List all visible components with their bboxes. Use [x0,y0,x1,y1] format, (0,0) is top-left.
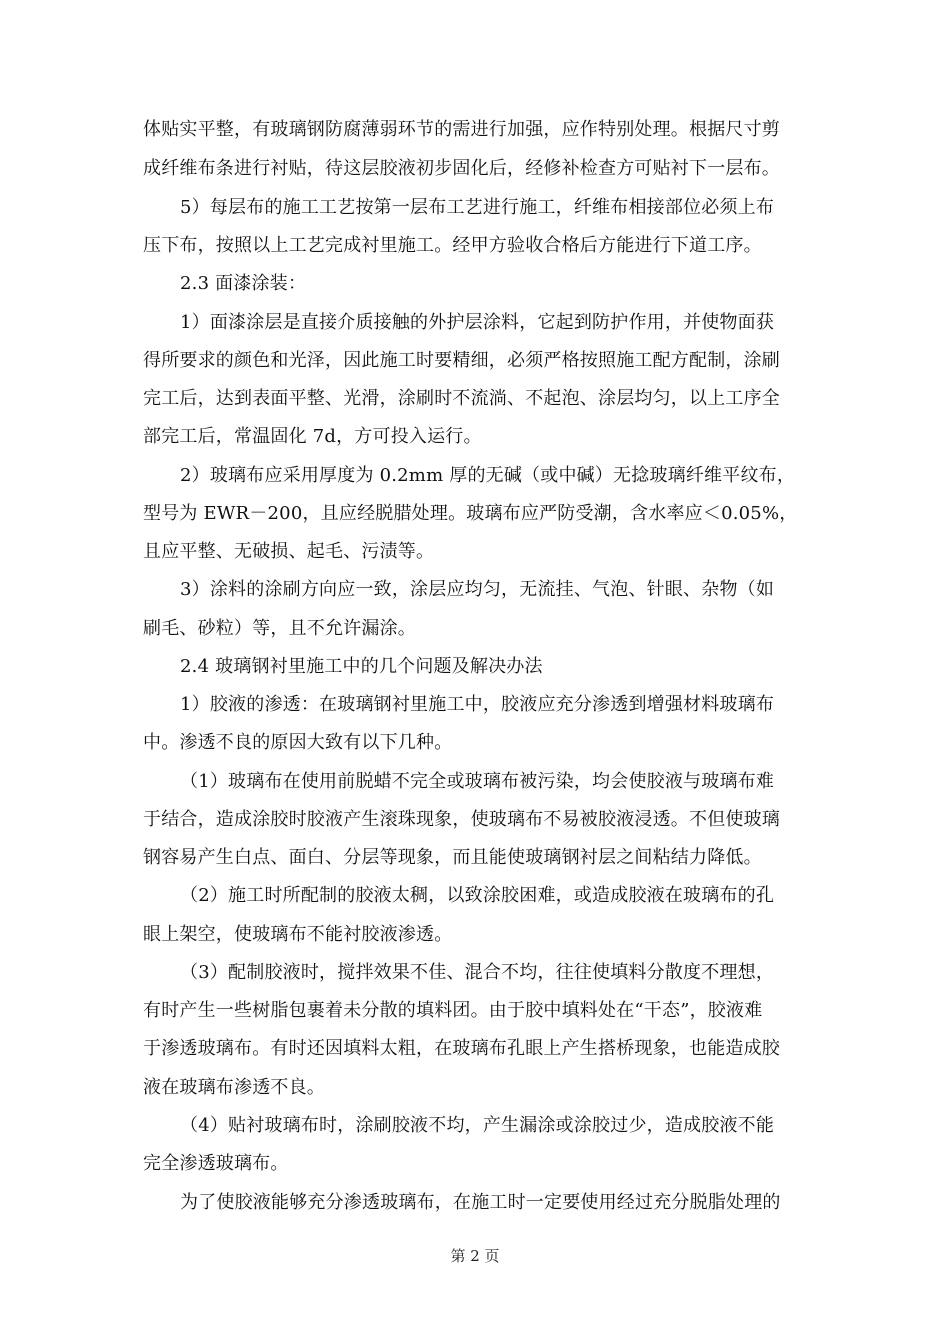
text-line: 体贴实平整，有玻璃钢防腐薄弱环节的需进行加强，应作特别处理。根据尺寸剪 [143,119,780,140]
text-line: 型号为 EWR－200，且应经脱腊处理。玻璃布应严防受潮，含水率应＜0.05%， [143,503,798,524]
text-line: 刷毛、砂粒）等，且不允许漏涂。 [143,618,416,639]
text-line: 钢容易产生白点、面白、分层等现象，而且能使玻璃钢衬层之间粘结力降低。 [143,847,762,868]
text-line: 于结合，造成涂胶时胶液产生滚珠现象，使玻璃布不易被胶液浸透。不但使玻璃 [143,809,780,830]
text-line: 1）面漆涂层是直接介质接触的外护层涂料，它起到防护作用，并使物面获 [180,312,775,333]
text-line: （2）施工时所配制的胶液太稠，以致涂胶困难，或造成胶液在玻璃布的孔 [180,885,775,906]
text-line: （4）贴衬玻璃布时，涂刷胶液不均，产生漏涂或涂胶过少，造成胶液不能 [180,1115,775,1136]
section-heading: 2.4 玻璃钢衬里施工中的几个问题及解决办法 [180,656,543,677]
text-line: 为了使胶液能够充分渗透玻璃布，在施工时一定要使用经过充分脱脂处理的 [180,1192,781,1213]
text-line: 完全渗透玻璃布。 [143,1153,289,1174]
text-line: 且应平整、无破损、起毛、污渍等。 [143,541,435,562]
text-line: 于渗透玻璃布。有时还因填料太粗，在玻璃布孔眼上产生搭桥现象，也能造成胶 [143,1038,780,1059]
text-line: 有时产生一些树脂包裹着未分散的填料团。由于胶中填料处在“干态”，胶液难 [143,1000,763,1021]
text-line: 液在玻璃布渗透不良。 [143,1077,325,1098]
text-line: 5）每层布的施工工艺按第一层布工艺进行施工，纤维布相接部位必须上布 [180,197,775,218]
text-line: 中。渗透不良的原因大致有以下几种。 [143,732,453,753]
text-line: 1）胶液的渗透：在玻璃钢衬里施工中，胶液应充分渗透到增强材料玻璃布 [180,694,775,715]
text-line: 压下布，按照以上工艺完成衬里施工。经甲方验收合格后方能进行下道工序。 [143,235,762,256]
text-line: 2）玻璃布应采用厚度为 0.2mm 厚的无碱（或中碱）无捻玻璃纤维平纹布， [180,465,796,486]
text-line: 3）涂料的涂刷方向应一致，涂层应均匀，无流挂、气泡、针眼、杂物（如 [180,579,775,600]
text-line: 完工后，达到表面平整、光滑，涂刷时不流淌、不起泡、涂层均匀，以上工序全 [143,388,780,409]
text-line: 得所要求的颜色和光泽，因此施工时要精细，必须严格按照施工配方配制，涂刷 [143,350,780,371]
section-heading: 2.3 面漆涂装： [180,273,307,294]
text-line: （3）配制胶液时，搅拌效果不佳、混合不均，往往使填料分散度不理想， [180,962,775,983]
text-line: 成纤维布条进行衬贴，待这层胶液初步固化后，经修补检查方可贴衬下一层布。 [143,158,780,179]
page-number: 第 2 页 [450,1247,500,1265]
text-line: 眼上架空，使玻璃布不能衬胶液渗透。 [143,924,453,945]
text-line: 部完工后，常温固化 7d，方可投入运行。 [143,426,482,447]
text-line: （1）玻璃布在使用前脱蜡不完全或玻璃布被污染，均会使胶液与玻璃布难 [180,771,775,792]
